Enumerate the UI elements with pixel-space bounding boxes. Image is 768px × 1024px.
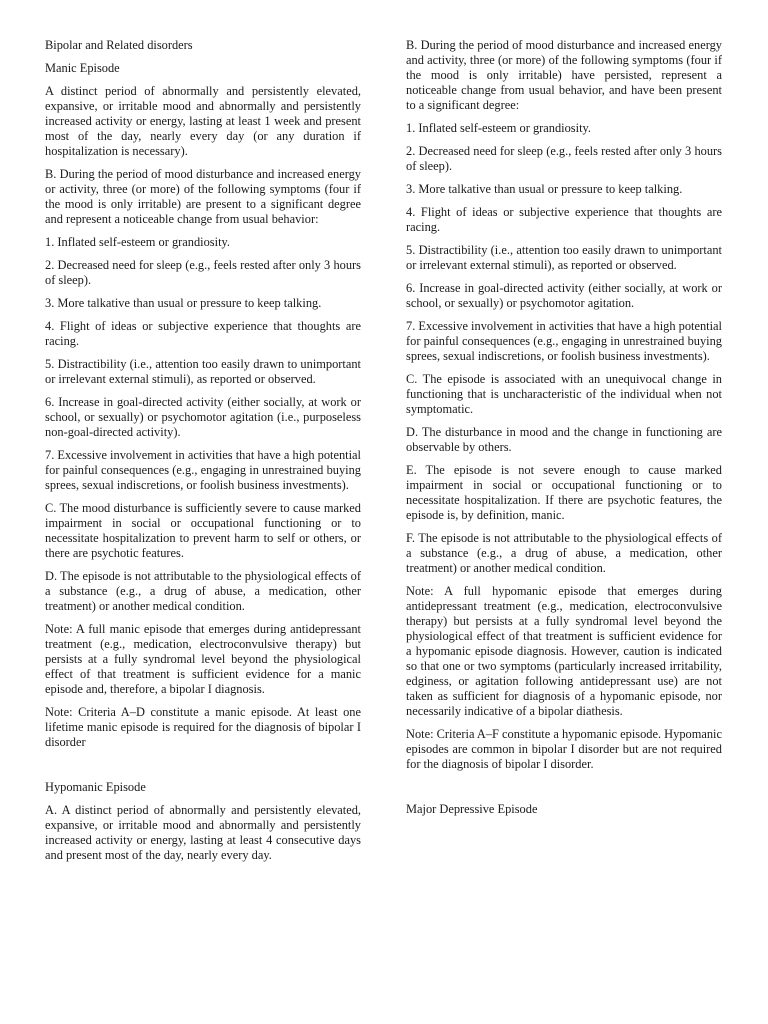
hypomanic-symptom-2: 2. Decreased need for sleep (e.g., feels rested after only 3 hours of sleep). bbox=[406, 144, 722, 173]
hypomanic-symptom-6: 6. Increase in goal-directed activity (either socially, at work or school, or sexually) or psychomotor agitation. bbox=[406, 281, 722, 310]
manic-note-antidepressant: Note: A full manic episode that emerges during antidepressant treatment (e.g., medication, electroconvulsive therapy) but persists at a fully syndromal level beyond the physiological effect of that treatment is sufficient evidence for a manic episode and, therefore, a bipolar I diagnosis. bbox=[45, 622, 361, 696]
manic-symptom-7: 7. Excessive involvement in activities that have a high potential for painful consequences (e.g., engaging in unrestrained buying sprees, sexual indiscretions, or foolish business investments). bbox=[45, 448, 361, 492]
manic-episode-heading: Manic Episode bbox=[45, 61, 120, 75]
hypomanic-criterion-c: C. The episode is associated with an unequivocal change in functioning that is uncharacteristic of the individual when not symptomatic. bbox=[406, 372, 722, 416]
manic-note-criteria: Note: Criteria A–D constitute a manic episode. At least one lifetime manic episode is required for the diagnosis of bipolar I disorder bbox=[45, 705, 361, 749]
hypomanic-criterion-d: D. The disturbance in mood and the change in functioning are observable by others. bbox=[406, 425, 722, 454]
hypomanic-note-criteria: Note: Criteria A–F constitute a hypomanic episode. Hypomanic episodes are common in bipolar I disorder but are not required for the diagnosis of bipolar I disorder. bbox=[406, 727, 722, 771]
left-column bbox=[45, 38, 361, 871]
manic-criterion-d: D. The episode is not attributable to the physiological effects of a substance (e.g., a drug of abuse, a medication, other treatment) or another medical condition. bbox=[45, 569, 361, 613]
manic-symptom-5: 5. Distractibility (i.e., attention too easily drawn to unimportant or irrelevant external stimuli), as reported or observed. bbox=[45, 357, 361, 386]
manic-criterion-c: C. The mood disturbance is sufficiently severe to cause marked impairment in social or occupational functioning or to necessitate hospitalization to prevent harm to self or others, or there are psychotic features. bbox=[45, 501, 361, 560]
right-column bbox=[406, 38, 722, 825]
spacer bbox=[45, 758, 361, 780]
hypomanic-criterion-a: A. A distinct period of abnormally and persistently elevated, expansive, or irritable mood and abnormally and persistently increased activity or energy, lasting at least 4 consecutive days and present most of the day, nearly every day. bbox=[45, 803, 361, 862]
manic-symptom-4: 4. Flight of ideas or subjective experience that thoughts are racing. bbox=[45, 319, 361, 348]
spacer bbox=[406, 780, 722, 802]
manic-symptom-3: 3. More talkative than usual or pressure to keep talking. bbox=[45, 296, 322, 310]
manic-symptom-1: 1. Inflated self-esteem or grandiosity. bbox=[45, 235, 230, 249]
major-depressive-episode-heading: Major Depressive Episode bbox=[406, 802, 538, 816]
hypomanic-criterion-e: E. The episode is not severe enough to cause marked impairment in social or occupational functioning or to necessitate hospitalization. If there are psychotic features, the episode is, by definition, manic. bbox=[406, 463, 722, 522]
hypomanic-criterion-f: F. The episode is not attributable to the physiological effects of a substance (e.g., a drug of abuse, a medication, other treatment) or another medical condition. bbox=[406, 531, 722, 575]
manic-criterion-b: B. During the period of mood disturbance and increased energy or activity, three (or more) of the following symptoms (four if the mood is only irritable) are present to a significant degree and represent a noticeable change from usual behavior: bbox=[45, 167, 361, 226]
hypomanic-symptom-4: 4. Flight of ideas or subjective experience that thoughts are racing. bbox=[406, 205, 722, 234]
manic-criterion-a: A distinct period of abnormally and persistently elevated, expansive, or irritable mood and abnormally and persistently increased activity or energy, lasting at least 1 week and present most of the day, nearly every day (or any duration if hospitalization is necessary). bbox=[45, 84, 361, 158]
manic-symptom-2: 2. Decreased need for sleep (e.g., feels rested after only 3 hours of sleep). bbox=[45, 258, 361, 287]
document-title: Bipolar and Related disorders bbox=[45, 38, 193, 52]
hypomanic-criterion-b: B. During the period of mood disturbance and increased energy and activity, three (or more) of the following symptoms (four if the mood is only irritable) have persisted, represent a noticeable change from usual behavior, and have been present to a significant degree: bbox=[406, 38, 722, 112]
manic-symptom-6: 6. Increase in goal-directed activity (either socially, at work or school, or sexually) or psychomotor agitation (i.e., purposeless non-goal-directed activity). bbox=[45, 395, 361, 439]
hypomanic-symptom-1: 1. Inflated self-esteem or grandiosity. bbox=[406, 121, 591, 135]
hypomanic-symptom-5: 5. Distractibility (i.e., attention too easily drawn to unimportant or irrelevant external stimuli), as reported or observed. bbox=[406, 243, 722, 272]
hypomanic-symptom-7: 7. Excessive involvement in activities that have a high potential for painful consequences (e.g., engaging in unrestrained buying sprees, sexual indiscretions, or foolish business investments). bbox=[406, 319, 722, 363]
hypomanic-note-antidepressant: Note: A full hypomanic episode that emerges during antidepressant treatment (e.g., medication, electroconvulsive therapy) but persists at a fully syndromal level beyond the physiological effect of that treatment is sufficient evidence for a hypomanic episode diagnosis. However, caution is indicated so that one or two symptoms (particularly increased irritability, edginess, or agitation following antidepressant use) are not taken as sufficient for diagnosis of a hypomanic episode, nor necessarily indicative of a bipolar diathesis. bbox=[406, 584, 722, 718]
hypomanic-episode-heading: Hypomanic Episode bbox=[45, 780, 146, 794]
hypomanic-symptom-3: 3. More talkative than usual or pressure to keep talking. bbox=[406, 182, 683, 196]
